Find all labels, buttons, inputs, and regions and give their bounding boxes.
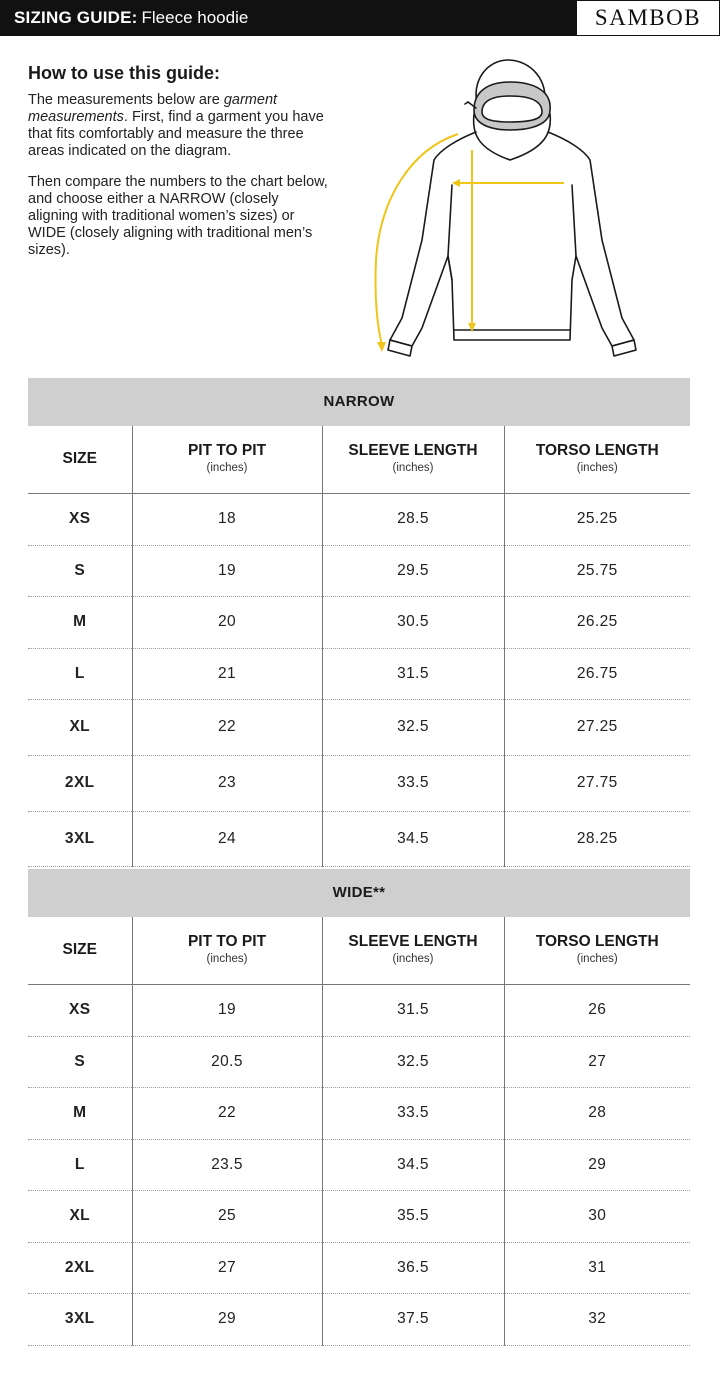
narrow-section bbox=[28, 378, 690, 867]
intro-paragraph-2: Then compare the numbers to the chart below, and choose either a NARROW (closely aligning with traditional women’s sizes) or WIDE (closely aligning with traditional men’s sizes). bbox=[28, 174, 328, 258]
torso-cell: 25.75 bbox=[504, 545, 690, 596]
size-cell: XL bbox=[28, 699, 132, 755]
hoodie-diagram bbox=[360, 50, 650, 360]
col-torso-length: TORSO LENGTH (inches) bbox=[504, 917, 690, 984]
table-row bbox=[28, 648, 690, 699]
sleeve-cell: 33.5 bbox=[322, 1087, 504, 1139]
sleeve-cell: 32.5 bbox=[322, 699, 504, 755]
sleeve-cell: 37.5 bbox=[322, 1293, 504, 1345]
intro-p1-end: . First, find a garment you have that fits comfortably and measure the three areas indicated on the diagram. bbox=[28, 109, 324, 159]
sleeve-cell: 32.5 bbox=[322, 1036, 504, 1087]
sleeve-cell: 30.5 bbox=[322, 596, 504, 648]
torso-cell: 26.75 bbox=[504, 648, 690, 699]
pit-cell: 22 bbox=[132, 1087, 322, 1139]
table-row bbox=[28, 545, 690, 596]
torso-cell: 27.25 bbox=[504, 699, 690, 755]
intro-heading: How to use this guide: bbox=[28, 63, 220, 83]
sleeve-cell: 31.5 bbox=[322, 984, 504, 1036]
table-row bbox=[28, 699, 690, 755]
pit-cell: 18 bbox=[132, 493, 322, 545]
brand-logo: SAMBOB bbox=[576, 0, 720, 36]
torso-cell: 30 bbox=[504, 1190, 690, 1242]
pit-cell: 19 bbox=[132, 984, 322, 1036]
table-row bbox=[28, 1087, 690, 1139]
wide-section bbox=[28, 869, 690, 1346]
col-sleeve-length: SLEEVE LENGTH (inches) bbox=[322, 426, 504, 493]
torso-cell: 26.25 bbox=[504, 596, 690, 648]
intro-p1-start: The measurements below are bbox=[28, 92, 224, 108]
sleeve-cell: 35.5 bbox=[322, 1190, 504, 1242]
table-row bbox=[28, 596, 690, 648]
pit-cell: 22 bbox=[132, 699, 322, 755]
table-row bbox=[28, 1190, 690, 1242]
page-title bbox=[14, 0, 248, 36]
pit-cell: 23 bbox=[132, 755, 322, 811]
col-torso-length: TORSO LENGTH (inches) bbox=[504, 426, 690, 493]
size-cell: 2XL bbox=[28, 755, 132, 811]
pit-cell: 19 bbox=[132, 545, 322, 596]
pit-cell: 29 bbox=[132, 1293, 322, 1345]
col-sleeve-length: SLEEVE LENGTH (inches) bbox=[322, 917, 504, 984]
wide-header-row bbox=[28, 917, 690, 984]
body-outline bbox=[390, 132, 634, 346]
torso-cell: 27 bbox=[504, 1036, 690, 1087]
pit-cell: 23.5 bbox=[132, 1139, 322, 1190]
intro-section bbox=[28, 63, 328, 273]
col-size: SIZE bbox=[28, 917, 132, 984]
torso-cell: 29 bbox=[504, 1139, 690, 1190]
size-cell: XS bbox=[28, 984, 132, 1036]
size-cell: S bbox=[28, 545, 132, 596]
size-cell: L bbox=[28, 1139, 132, 1190]
pit-cell: 25 bbox=[132, 1190, 322, 1242]
narrow-table bbox=[28, 426, 690, 867]
narrow-header-row bbox=[28, 426, 690, 493]
table-row bbox=[28, 493, 690, 545]
sleeve-cell: 34.5 bbox=[322, 1139, 504, 1190]
intro-p1-emphasis: garment measurements bbox=[28, 92, 278, 125]
col-size: SIZE bbox=[28, 426, 132, 493]
size-cell: L bbox=[28, 648, 132, 699]
table-row bbox=[28, 1242, 690, 1293]
title-product: Fleece hoodie bbox=[141, 8, 249, 27]
sleeve-length-arrow bbox=[375, 134, 458, 345]
pit-cell: 20 bbox=[132, 596, 322, 648]
pit-cell: 20.5 bbox=[132, 1036, 322, 1087]
sleeve-cell: 36.5 bbox=[322, 1242, 504, 1293]
pit-cell: 21 bbox=[132, 648, 322, 699]
col-pit-to-pit: PIT TO PIT (inches) bbox=[132, 426, 322, 493]
intro-paragraph-1 bbox=[28, 92, 328, 160]
pit-cell: 24 bbox=[132, 811, 322, 866]
size-cell: S bbox=[28, 1036, 132, 1087]
pit-cell: 27 bbox=[132, 1242, 322, 1293]
size-cell: 2XL bbox=[28, 1242, 132, 1293]
torso-cell: 26 bbox=[504, 984, 690, 1036]
size-cell: M bbox=[28, 596, 132, 648]
sleeve-cell: 28.5 bbox=[322, 493, 504, 545]
sleeve-cell: 31.5 bbox=[322, 648, 504, 699]
torso-cell: 28 bbox=[504, 1087, 690, 1139]
size-cell: 3XL bbox=[28, 811, 132, 866]
table-row bbox=[28, 755, 690, 811]
header-bar bbox=[0, 0, 720, 36]
col-pit-to-pit: PIT TO PIT (inches) bbox=[132, 917, 322, 984]
sleeve-cell: 29.5 bbox=[322, 545, 504, 596]
torso-cell: 28.25 bbox=[504, 811, 690, 866]
table-row bbox=[28, 1036, 690, 1087]
sleeve-cell: 33.5 bbox=[322, 755, 504, 811]
torso-cell: 27.75 bbox=[504, 755, 690, 811]
table-row bbox=[28, 811, 690, 866]
table-row bbox=[28, 1293, 690, 1345]
table-row bbox=[28, 984, 690, 1036]
size-cell: M bbox=[28, 1087, 132, 1139]
narrow-band: NARROW bbox=[28, 378, 690, 426]
size-cell: XS bbox=[28, 493, 132, 545]
wide-band: WIDE** bbox=[28, 869, 690, 917]
size-cell: 3XL bbox=[28, 1293, 132, 1345]
torso-cell: 31 bbox=[504, 1242, 690, 1293]
torso-cell: 25.25 bbox=[504, 493, 690, 545]
wide-table bbox=[28, 917, 690, 1346]
table-row bbox=[28, 1139, 690, 1190]
torso-cell: 32 bbox=[504, 1293, 690, 1345]
sleeve-cell: 34.5 bbox=[322, 811, 504, 866]
size-cell: XL bbox=[28, 1190, 132, 1242]
title-bold: SIZING GUIDE: bbox=[14, 8, 138, 27]
